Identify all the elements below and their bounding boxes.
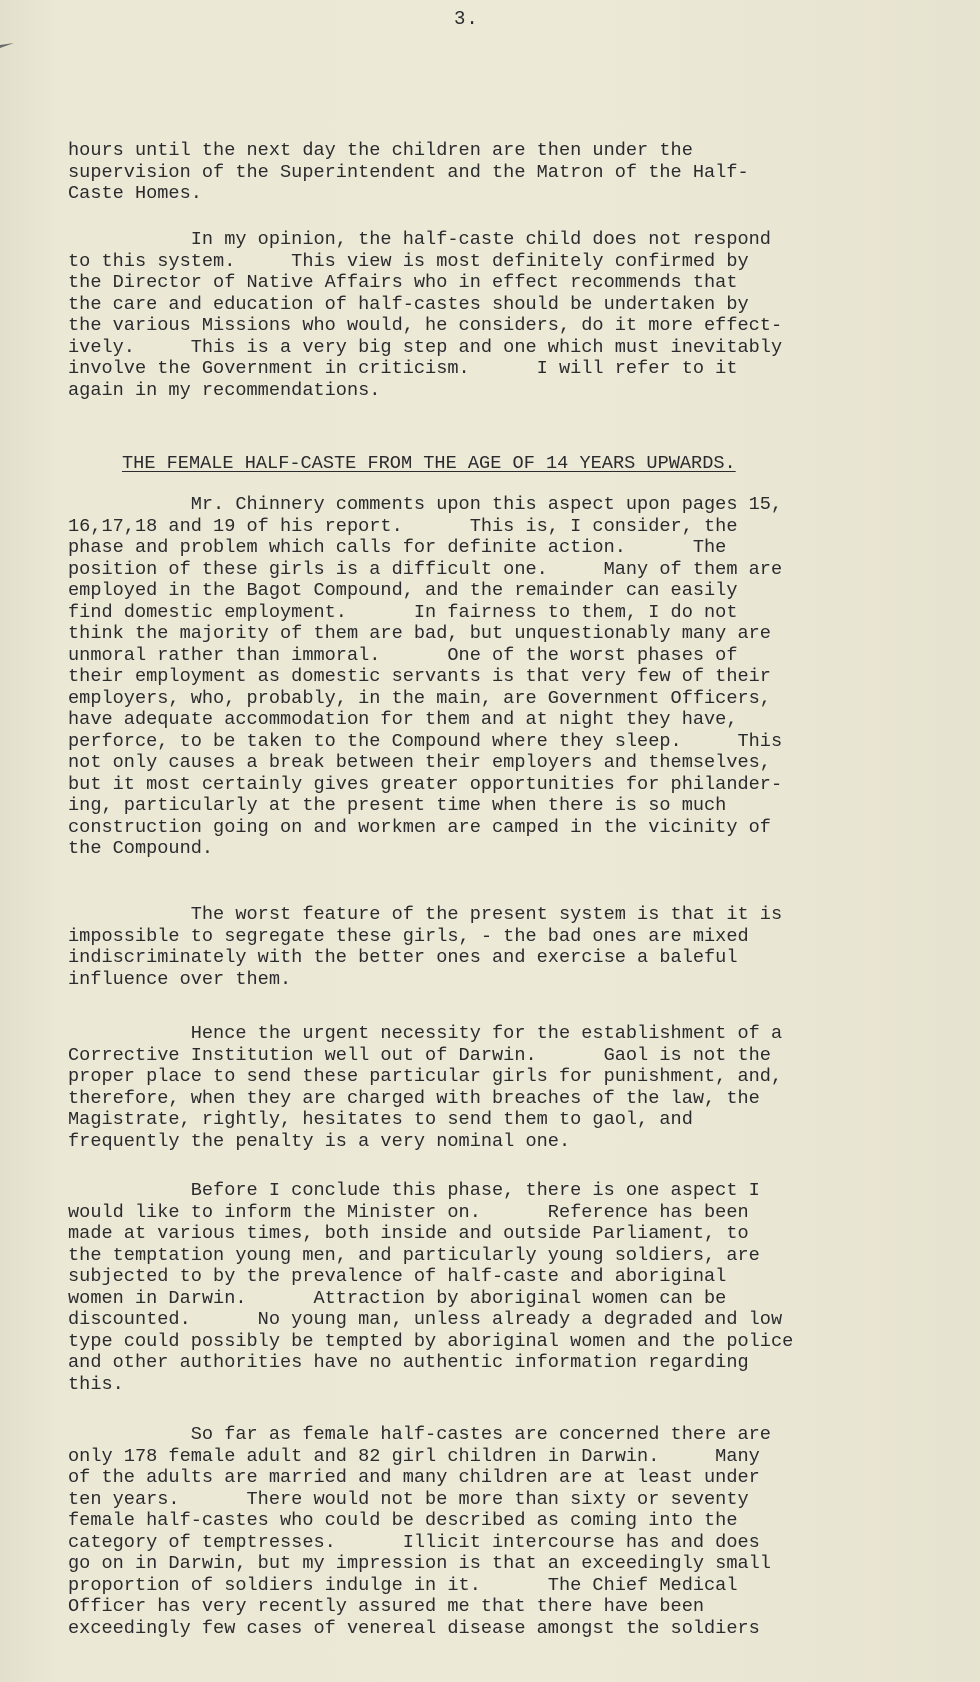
text-line: Officer has very recently assured me that there have been (68, 1596, 705, 1617)
text-line: again in my recommendations. (68, 379, 381, 401)
text-line: involve the Government in criticism. I will refer to it (68, 358, 738, 379)
text-line: think the majority of them are bad, but unquestionably many are (68, 623, 771, 644)
text-line: influence over them. (68, 968, 292, 990)
text-line: perforce, to be taken to the Compound where they sleep. This (68, 730, 783, 752)
text-line: supervision of the Superintendent and the Matron of the Half- (68, 161, 749, 183)
text-line: but it most certainly gives greater opportunities for philander- (68, 773, 783, 795)
text-line: phase and problem which calls for definite action. The (68, 537, 727, 558)
text-line: the Director of Native Affairs who in effect recommends that (68, 272, 738, 293)
text-line: ively. This is a very big step and one which must inevitably (68, 336, 783, 358)
text-line: position of these girls is a difficult one. Many of them are (68, 558, 783, 580)
text-line: female half-castes who could be described as coming into the (68, 1510, 738, 1531)
text-line: the various Missions who would, he considers, do it more effect- (68, 315, 783, 336)
text-line: The worst feature of the present system is that it is (68, 904, 783, 925)
text-line: therefore, when they are charged with breaches of the law, the (68, 1087, 760, 1109)
paragraph-before-conclude (68, 1180, 948, 1395)
text-line: find domestic employment. In fairness to them, I do not (68, 601, 738, 623)
text-line: ten years. There would not be more than sixty or seventy (68, 1488, 749, 1510)
text-line: exceedingly few cases of venereal disease amongst the soldiers (68, 1617, 760, 1639)
text-line: hours until the next day the children are then under the (68, 140, 693, 161)
text-line: not only causes a break between their employers and themselves, (68, 752, 771, 773)
text-line: would like to inform the Minister on. Reference has been (68, 1201, 749, 1223)
text-line: to this system. This view is most definitely confirmed by (68, 250, 749, 272)
text-line: indiscriminately with the better ones and exercise a baleful (68, 947, 738, 968)
paragraph-so-far (68, 1424, 948, 1639)
text-line: of the adults are married and many children are at least under (68, 1467, 760, 1488)
text-line: Caste Homes. (68, 183, 202, 204)
text-line: Corrective Institution well out of Darwin. Gaol is not the (68, 1044, 771, 1066)
text-line: the temptation young men, and particularly young soldiers, are (68, 1244, 760, 1266)
text-line: employers, who, probably, in the main, are Government Officers, (68, 687, 771, 709)
text-line: Hence the urgent necessity for the establishment of a (68, 1023, 783, 1044)
text-line: have adequate accommodation for them and at night they have, (68, 709, 738, 730)
page-edge-mark (0, 40, 16, 50)
section-heading: THE FEMALE HALF-CASTE FROM THE AGE OF 14 YEARS UPWARDS. (122, 453, 736, 474)
text-line: unmoral rather than immoral. One of the worst phases of (68, 644, 738, 666)
paragraph-worst-feature (68, 904, 948, 990)
text-line: go on in Darwin, but my impression is that an exceedingly small (68, 1553, 771, 1574)
paragraph-chinnery (68, 494, 948, 860)
text-line: the Compound. (68, 838, 214, 859)
text-line: So far as female half-castes are concerned there are (68, 1424, 771, 1445)
text-line: category of temptresses. Illicit intercourse has and does (68, 1531, 760, 1553)
text-line: ing, particularly at the present time when there is so much (68, 795, 727, 816)
text-line: their employment as domestic servants is that very few of their (68, 666, 771, 687)
text-line: proportion of soldiers indulge in it. The Chief Medical (68, 1574, 738, 1596)
text-line: proper place to send these particular girls for punishment, and, (68, 1066, 783, 1087)
text-line: 16,17,18 and 19 of his report. This is, I consider, the (68, 515, 738, 537)
text-line: frequently the penalty is a very nominal one. (68, 1130, 571, 1152)
paragraph-hours-until (68, 140, 948, 205)
text-line: subjected to by the prevalence of half-caste and aboriginal (68, 1266, 727, 1287)
paragraph-opinion (68, 229, 948, 401)
text-line: construction going on and workmen are camped in the vicinity of (68, 816, 771, 838)
text-line: impossible to segregate these girls, - the bad ones are mixed (68, 925, 749, 947)
text-line: Magistrate, rightly, hesitates to send them to gaol, and (68, 1109, 693, 1130)
text-line: only 178 female adult and 82 girl children in Darwin. Many (68, 1445, 760, 1467)
text-line: and other authorities have no authentic information regarding (68, 1352, 749, 1373)
text-line: Mr. Chinnery comments upon this aspect upon pages 15, (68, 494, 783, 515)
text-line: made at various times, both inside and outside Parliament, to (68, 1223, 749, 1244)
paragraph-corrective-institution (68, 1023, 948, 1152)
text-line: discounted. No young man, unless already a degraded and low (68, 1309, 783, 1330)
text-line: this. (68, 1373, 124, 1395)
page-number: 3. (454, 8, 479, 30)
text-line: employed in the Bagot Compound, and the remainder can easily (68, 580, 738, 601)
text-line: women in Darwin. Attraction by aboriginal women can be (68, 1287, 727, 1309)
text-line: type could possibly be tempted by aboriginal women and the police (68, 1330, 794, 1352)
text-line: In my opinion, the half-caste child does not respond (68, 229, 771, 250)
text-line: Before I conclude this phase, there is one aspect I (68, 1180, 760, 1201)
text-line: the care and education of half-castes should be undertaken by (68, 293, 749, 315)
